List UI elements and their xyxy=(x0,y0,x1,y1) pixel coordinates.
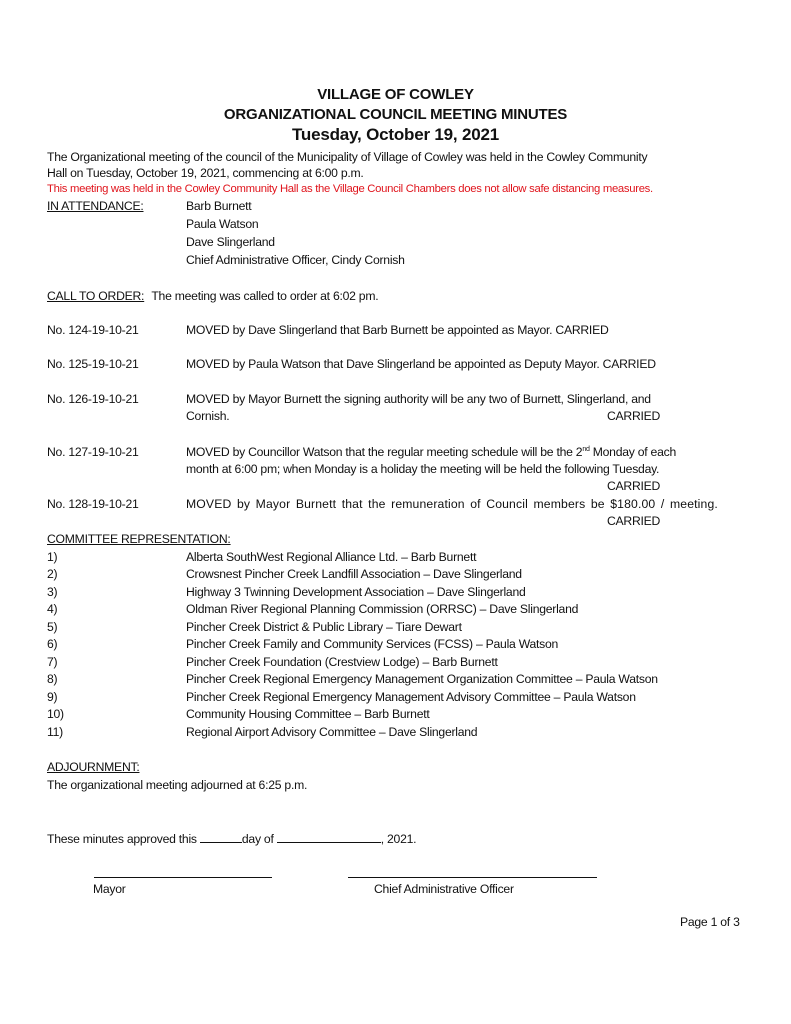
committee-number: 9) xyxy=(47,690,58,704)
committee-number: 6) xyxy=(47,637,58,651)
approval-line xyxy=(47,830,416,846)
committee-number: 3) xyxy=(47,585,58,599)
motion-status: CARRIED xyxy=(607,409,661,423)
committee-number: 5) xyxy=(47,620,58,634)
intro-line-1: The Organizational meeting of the council of the Municipality of Village of Cowley was held in the Cowley Community xyxy=(47,150,648,164)
attendee: Barb Burnett xyxy=(186,199,252,213)
committee-item: Regional Airport Advisory Committee – Dave Slingerland xyxy=(186,725,478,739)
title-date: Tuesday, October 19, 2021 xyxy=(292,125,499,144)
committee-item: Community Housing Committee – Barb Burnett xyxy=(186,707,430,721)
approval-text: These minutes approved this xyxy=(47,832,200,846)
call-to-order-text: The meeting was called to order at 6:02 pm. xyxy=(151,289,379,303)
day-blank xyxy=(200,830,242,843)
motion-text-cont: Cornish. xyxy=(186,409,230,423)
call-to-order xyxy=(47,289,378,303)
committee-item: Highway 3 Twinning Development Association – Dave Slingerland xyxy=(186,585,526,599)
motion-text xyxy=(186,445,676,459)
page-number xyxy=(680,915,740,929)
committee-item: Alberta SouthWest Regional Alliance Ltd. – Barb Burnett xyxy=(186,550,477,564)
approval-text: , 2021. xyxy=(380,832,417,846)
attendee: Dave Slingerland xyxy=(186,235,275,249)
committee-number: 7) xyxy=(47,655,58,669)
committee-number: 1) xyxy=(47,550,58,564)
title-village: VILLAGE OF COWLEY xyxy=(317,86,474,103)
motion-text-part: MOVED by Councillor Watson that the regular meeting schedule will be the 2 xyxy=(186,445,583,459)
motion-text: MOVED by Paula Watson that Dave Slingerland be appointed as Deputy Mayor. CARRIED xyxy=(186,357,656,371)
committee-number: 10) xyxy=(47,707,64,721)
mayor-signature-line xyxy=(94,877,272,878)
page-number-text: Page 1 of 3 xyxy=(680,915,740,929)
motion-number: No. 125-19-10-21 xyxy=(47,357,139,371)
motion-text-part: Monday of each xyxy=(589,445,676,459)
motion-number: No. 124-19-10-21 xyxy=(47,323,139,337)
title-minutes: ORGANIZATIONAL COUNCIL MEETING MINUTES xyxy=(223,106,568,123)
safety-notice: This meeting was held in the Cowley Community Hall as the Village Council Chambers does not allow safe distancing measures. xyxy=(47,183,653,195)
committee-number: 11) xyxy=(47,725,63,739)
ordinal-suffix: nd xyxy=(582,445,590,453)
call-to-order-label: CALL TO ORDER: xyxy=(47,289,145,303)
committee-item: Pincher Creek District & Public Library – Tiare Dewart xyxy=(186,620,462,634)
committee-item: Crowsnest Pincher Creek Landfill Association – Dave Slingerland xyxy=(186,567,522,581)
motion-number: No. 128-19-10-21 xyxy=(47,497,139,511)
intro-line-2: Hall on Tuesday, October 19, 2021, commencing at 6:00 p.m. xyxy=(47,166,364,180)
adjournment-label: ADJOURNMENT: xyxy=(47,760,140,774)
committee-item: Pincher Creek Family and Community Services (FCSS) – Paula Watson xyxy=(186,637,559,651)
attendee: Paula Watson xyxy=(186,217,259,231)
month-blank xyxy=(277,830,381,843)
motion-number: No. 126-19-10-21 xyxy=(47,392,139,406)
motion-text: MOVED by Mayor Burnett that the remuneration of Council members be $180.00 / meeting. xyxy=(186,497,718,511)
cao-signature-line xyxy=(348,877,597,878)
adjournment-text: The organizational meeting adjourned at 6:25 p.m. xyxy=(47,778,308,792)
motion-status: CARRIED xyxy=(607,514,661,528)
committee-item: Pincher Creek Regional Emergency Management Advisory Committee – Paula Watson xyxy=(186,690,636,704)
mayor-signature-label: Mayor xyxy=(93,882,126,896)
motion-status: CARRIED xyxy=(607,479,661,493)
committee-number: 4) xyxy=(47,602,58,616)
committee-item: Oldman River Regional Planning Commission (ORRSC) – Dave Slingerland xyxy=(186,602,579,616)
committee-number: 2) xyxy=(47,567,58,581)
motion-text: MOVED by Mayor Burnett the signing authority will be any two of Burnett, Slingerland, and xyxy=(186,392,651,406)
attendee: Chief Administrative Officer, Cindy Cornish xyxy=(186,253,405,267)
committee-item: Pincher Creek Regional Emergency Management Organization Committee – Paula Watson xyxy=(186,672,658,686)
committees-label: COMMITTEE REPRESENTATION: xyxy=(47,532,231,546)
committee-number: 8) xyxy=(47,672,58,686)
approval-text: day of xyxy=(241,832,277,846)
cao-signature-label: Chief Administrative Officer xyxy=(374,882,514,896)
committee-item: Pincher Creek Foundation (Crestview Lodge) – Barb Burnett xyxy=(186,655,498,669)
motion-text: MOVED by Dave Slingerland that Barb Burnett be appointed as Mayor. CARRIED xyxy=(186,323,609,337)
motion-text-cont: month at 6:00 pm; when Monday is a holiday the meeting will be held the following Tuesday. xyxy=(186,462,660,476)
attendance-label: IN ATTENDANCE: xyxy=(47,199,144,213)
motion-number: No. 127-19-10-21 xyxy=(47,445,139,459)
